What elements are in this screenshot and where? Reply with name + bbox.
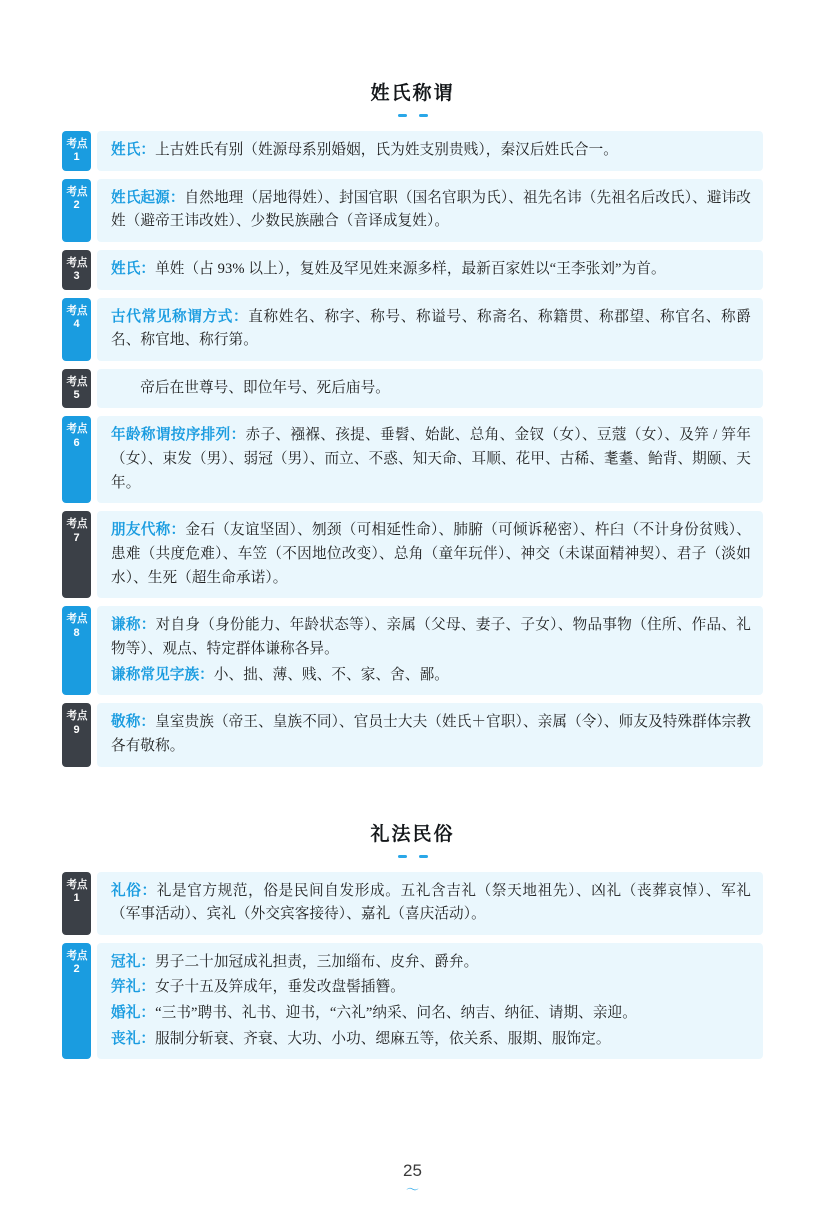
entry-lead: 朋友代称：	[111, 522, 186, 539]
entry-tag-number: 7	[73, 531, 80, 544]
entry-tag-number: 5	[73, 389, 80, 402]
section-spacer	[62, 775, 763, 801]
entry-tag-number: 2	[73, 198, 80, 211]
entry-lead: 古代常见称谓方式：	[111, 308, 249, 325]
entry-text: 自然地理（居地得姓）、封国官职（国名官职为氏）、祖先名讳（先祖名后改氏）、避讳改姓（避帝王讳改姓）、少数民族融合（音译成复姓）。	[111, 189, 751, 230]
section-heading-1	[62, 78, 763, 105]
entry-tag-label: 考点	[66, 375, 87, 388]
knowledge-entry	[62, 872, 763, 935]
entry-tag-label: 考点	[66, 256, 87, 269]
entry-text: 男子二十加冠成礼担责，三加缁布、皮弁、爵弁。	[155, 953, 479, 970]
section-title: 礼法民俗	[370, 823, 455, 845]
knowledge-entry	[62, 606, 763, 695]
entry-text: 上古姓氏有别（姓源母系别婚姻，氏为姓支别贵贱），秦汉后姓氏合一。	[155, 142, 618, 158]
entry-line	[111, 1028, 751, 1052]
entry-tag-number: 2	[73, 963, 80, 976]
entry-tag-label: 考点	[66, 423, 87, 436]
entry-line	[111, 187, 751, 234]
entry-body	[97, 179, 763, 242]
entry-tag	[62, 250, 91, 290]
entry-lead: 丧礼：	[111, 1030, 156, 1047]
entry-line	[111, 519, 751, 590]
entry-tag	[62, 872, 91, 935]
entry-line	[111, 139, 751, 163]
entry-tag-label: 考点	[66, 518, 87, 531]
knowledge-entry	[62, 416, 763, 503]
knowledge-entry	[62, 703, 763, 766]
entry-tag	[62, 298, 91, 361]
entry-body	[97, 511, 763, 598]
entry-tag-label: 考点	[66, 138, 87, 150]
entry-tag-label: 考点	[66, 949, 87, 962]
entry-body	[97, 131, 763, 171]
entry-text: 女子十五及笄成年，垂发改盘髻插簪。	[155, 979, 405, 996]
entry-text: 小、拙、薄、贱、不、家、舍、鄙。	[213, 666, 449, 683]
knowledge-entry	[62, 511, 763, 598]
entry-lead: 姓氏：	[111, 142, 156, 158]
entry-tag-number: 9	[73, 723, 80, 736]
entry-line	[111, 1002, 751, 1026]
entry-lead: 敬称：	[111, 714, 156, 731]
entry-body	[97, 872, 763, 935]
entry-line	[111, 614, 751, 661]
entry-tag-label: 考点	[66, 878, 87, 891]
entry-tag-number: 3	[73, 270, 80, 283]
section-heading-2	[62, 819, 763, 846]
entry-body	[97, 369, 763, 409]
entry-line	[111, 711, 751, 758]
entry-tag-label: 考点	[66, 185, 87, 198]
page-footer	[0, 1161, 825, 1196]
entry-tag-number: 4	[73, 317, 80, 330]
entry-text: 金石（友谊坚固）、刎颈（可相延性命）、肺腑（可倾诉秘密）、杵臼（不计身份贫贱）、患难（共度危难）、车笠（不因地位改变）、总角（童年玩伴）、神交（未谋面精神契）、君子（淡如水）、生死（超生命承诺）。	[111, 522, 751, 586]
entry-body	[97, 606, 763, 695]
entry-tag-number: 1	[73, 151, 80, 164]
entry-tag-label: 考点	[66, 304, 87, 317]
entry-lead: 冠礼：	[111, 953, 156, 970]
entry-text: 赤子、襁褓、孩提、垂髫、始龀、总角、金钗（女）、豆蔻（女）、及笄 / 笄年（女）、束发（男）、弱冠（男）、而立、不惑、知天命、耳顺、花甲、古稀、耄耋、鲐背、期颐、天年。	[111, 427, 751, 491]
entry-text: 直称姓名、称字、称号、称谥号、称斋名、称籍贯、称郡望、称官名、称爵名、称官地、称行第。	[111, 308, 751, 349]
knowledge-entry	[62, 250, 763, 290]
entry-tag	[62, 369, 91, 409]
entry-tag	[62, 606, 91, 695]
entry-body	[97, 703, 763, 766]
entry-tag	[62, 511, 91, 598]
entry-line	[111, 664, 751, 688]
entry-body	[97, 416, 763, 503]
entry-tag-label: 考点	[66, 613, 87, 626]
entry-lead: 礼俗：	[111, 882, 157, 899]
entry-lead: 婚礼：	[111, 1005, 156, 1022]
entry-tag-label: 考点	[66, 710, 87, 723]
footer-ornament-icon: 〜	[405, 1182, 419, 1197]
entry-body	[97, 250, 763, 290]
entry-line	[111, 880, 751, 927]
entry-lead: 年龄称谓按序排列：	[111, 427, 246, 444]
entry-tag	[62, 943, 91, 1060]
entry-text: 帝后在世尊号、即位年号、死后庙号。	[140, 379, 390, 396]
entry-lead: 谦称：	[111, 617, 156, 634]
entry-text: 皇室贵族（帝王、皇族不同）、官员士大夫（姓氏＋官职）、亲属（令）、师友及特殊群体宗教各有敬称。	[111, 714, 751, 754]
entry-lead: 谦称常见字族：	[111, 666, 214, 683]
knowledge-entry	[62, 943, 763, 1060]
knowledge-entry	[62, 179, 763, 242]
knowledge-entry	[62, 131, 763, 171]
entry-tag-number: 6	[73, 436, 80, 449]
knowledge-entry	[62, 369, 763, 409]
entry-text: 对自身（身份能力、年龄状态等）、亲属（父母、妻子、子女）、物品事物（住所、作品、礼物等）、观点、特定群体谦称各异。	[111, 617, 751, 657]
entry-line	[111, 976, 751, 1000]
entry-tag	[62, 416, 91, 503]
entry-tag-number: 8	[73, 626, 80, 639]
entry-tag-number: 1	[73, 891, 80, 904]
entry-line	[111, 377, 751, 401]
entry-lead: 笄礼：	[111, 979, 156, 996]
entry-text: 单姓（占 93% 以上），复姓及罕见姓来源多样，最新百家姓以“王李张刘”为首。	[155, 260, 666, 277]
entry-body	[97, 943, 763, 1060]
entry-text: “三书”聘书、礼书、迎书，“六礼”纳采、问名、纳吉、纳征、请期、亲迎。	[155, 1005, 637, 1022]
page-number: 25	[403, 1161, 422, 1180]
entry-line	[111, 258, 751, 282]
entry-line	[111, 424, 751, 495]
knowledge-entry	[62, 298, 763, 361]
section-title: 姓氏称谓	[370, 83, 455, 104]
entry-lead: 姓氏：	[111, 260, 156, 277]
entry-body	[97, 298, 763, 361]
entry-lead: 姓氏起源：	[111, 189, 185, 206]
entry-line	[111, 951, 751, 975]
entry-line	[111, 306, 751, 353]
entry-tag	[62, 179, 91, 242]
entry-tag	[62, 703, 91, 766]
entry-text: 服制分斩衰、齐衰、大功、小功、缌麻五等，依关系、服期、服饰定。	[155, 1030, 611, 1047]
entry-text: 礼是官方规范，俗是民间自发形成。五礼含吉礼（祭天地祖先）、凶礼（丧葬哀悼）、军礼（军事活动）、宾礼（外交宾客接待）、嘉礼（喜庆活动）。	[111, 882, 751, 923]
entry-tag	[62, 131, 91, 171]
